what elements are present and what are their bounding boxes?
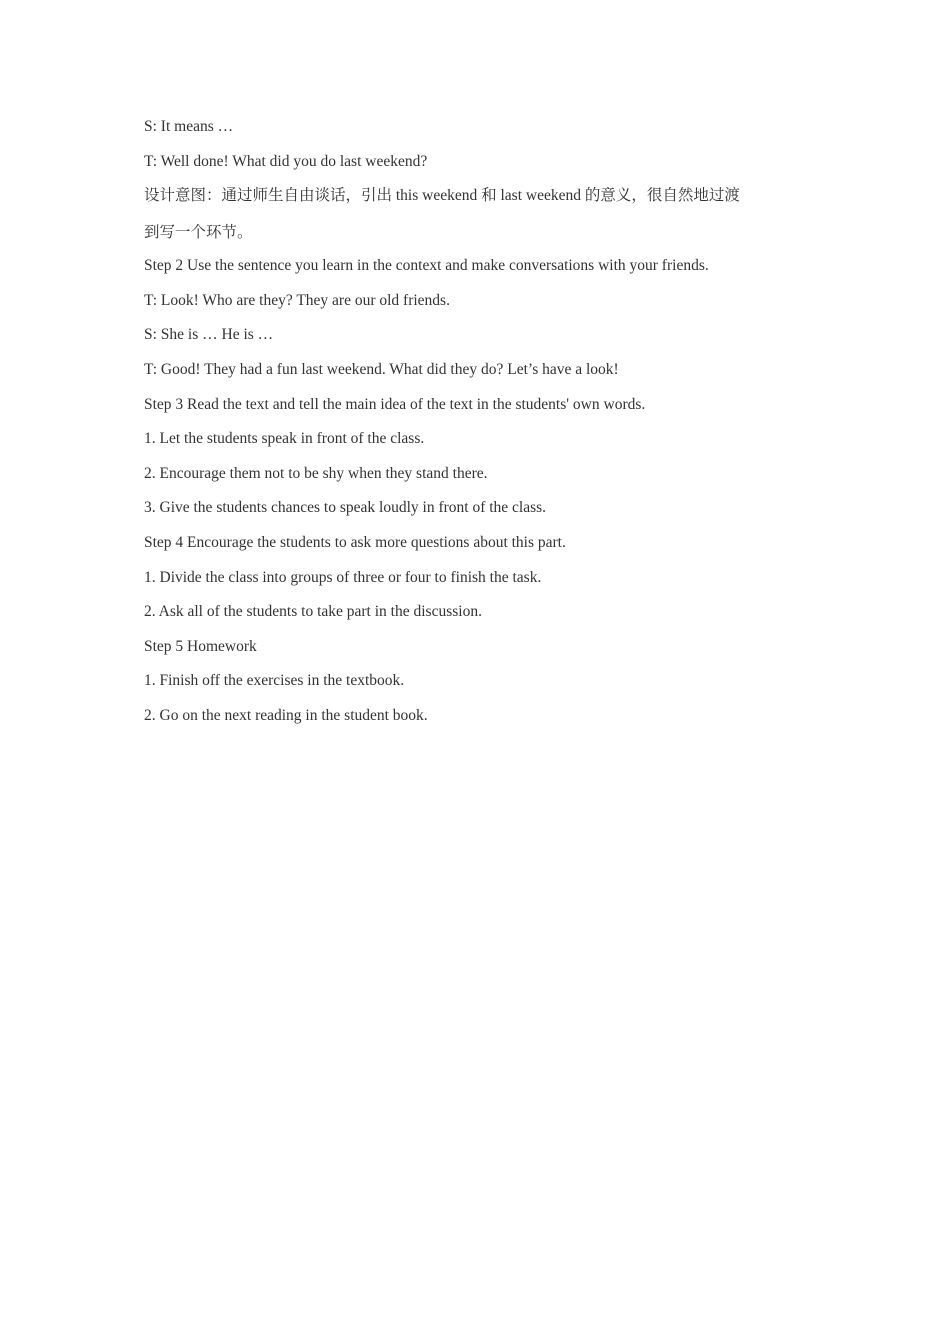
dialogue-line-student: S: It means … <box>144 118 234 135</box>
step-5-heading: Step 5 Homework <box>144 637 257 655</box>
dialogue-line-student: S: She is … He is … <box>144 326 274 344</box>
step-2-heading: Step 2 Use the sentence you learn in the context and make conversations with your friends. <box>144 257 709 275</box>
design-intent-line: 设计意图：通过师生自由谈话，引出 this weekend 和 last weekend 的意义，很自然地过渡 <box>144 187 740 205</box>
list-item: 2. Ask all of the students to take part in the discussion. <box>144 603 482 621</box>
list-item: 1. Finish off the exercises in the textbook. <box>144 672 405 690</box>
list-item: 1. Divide the class into groups of three or four to finish the task. <box>144 568 542 586</box>
list-item: 2. Go on the next reading in the student book. <box>144 706 428 724</box>
dialogue-line-teacher: T: Look! Who are they? They are our old friends. <box>144 291 450 309</box>
dialogue-line-teacher: T: Good! They had a fun last weekend. What did they do? Let’s have a look! <box>144 360 619 378</box>
design-intent-line-continued: 到写一个环节。 <box>144 224 253 242</box>
list-item: 3. Give the students chances to speak loudly in front of the class. <box>144 499 547 517</box>
list-item: 1. Let the students speak in front of the class. <box>144 430 425 448</box>
document-body <box>144 117 804 741</box>
step-4-heading: Step 4 Encourage the students to ask more questions about this part. <box>144 533 566 551</box>
step-3-heading: Step 3 Read the text and tell the main idea of the text in the students' own words. <box>144 395 646 413</box>
dialogue-line-teacher: T: Well done! What did you do last weekend? <box>144 152 428 170</box>
list-item: 2. Encourage them not to be shy when they stand there. <box>144 464 488 482</box>
